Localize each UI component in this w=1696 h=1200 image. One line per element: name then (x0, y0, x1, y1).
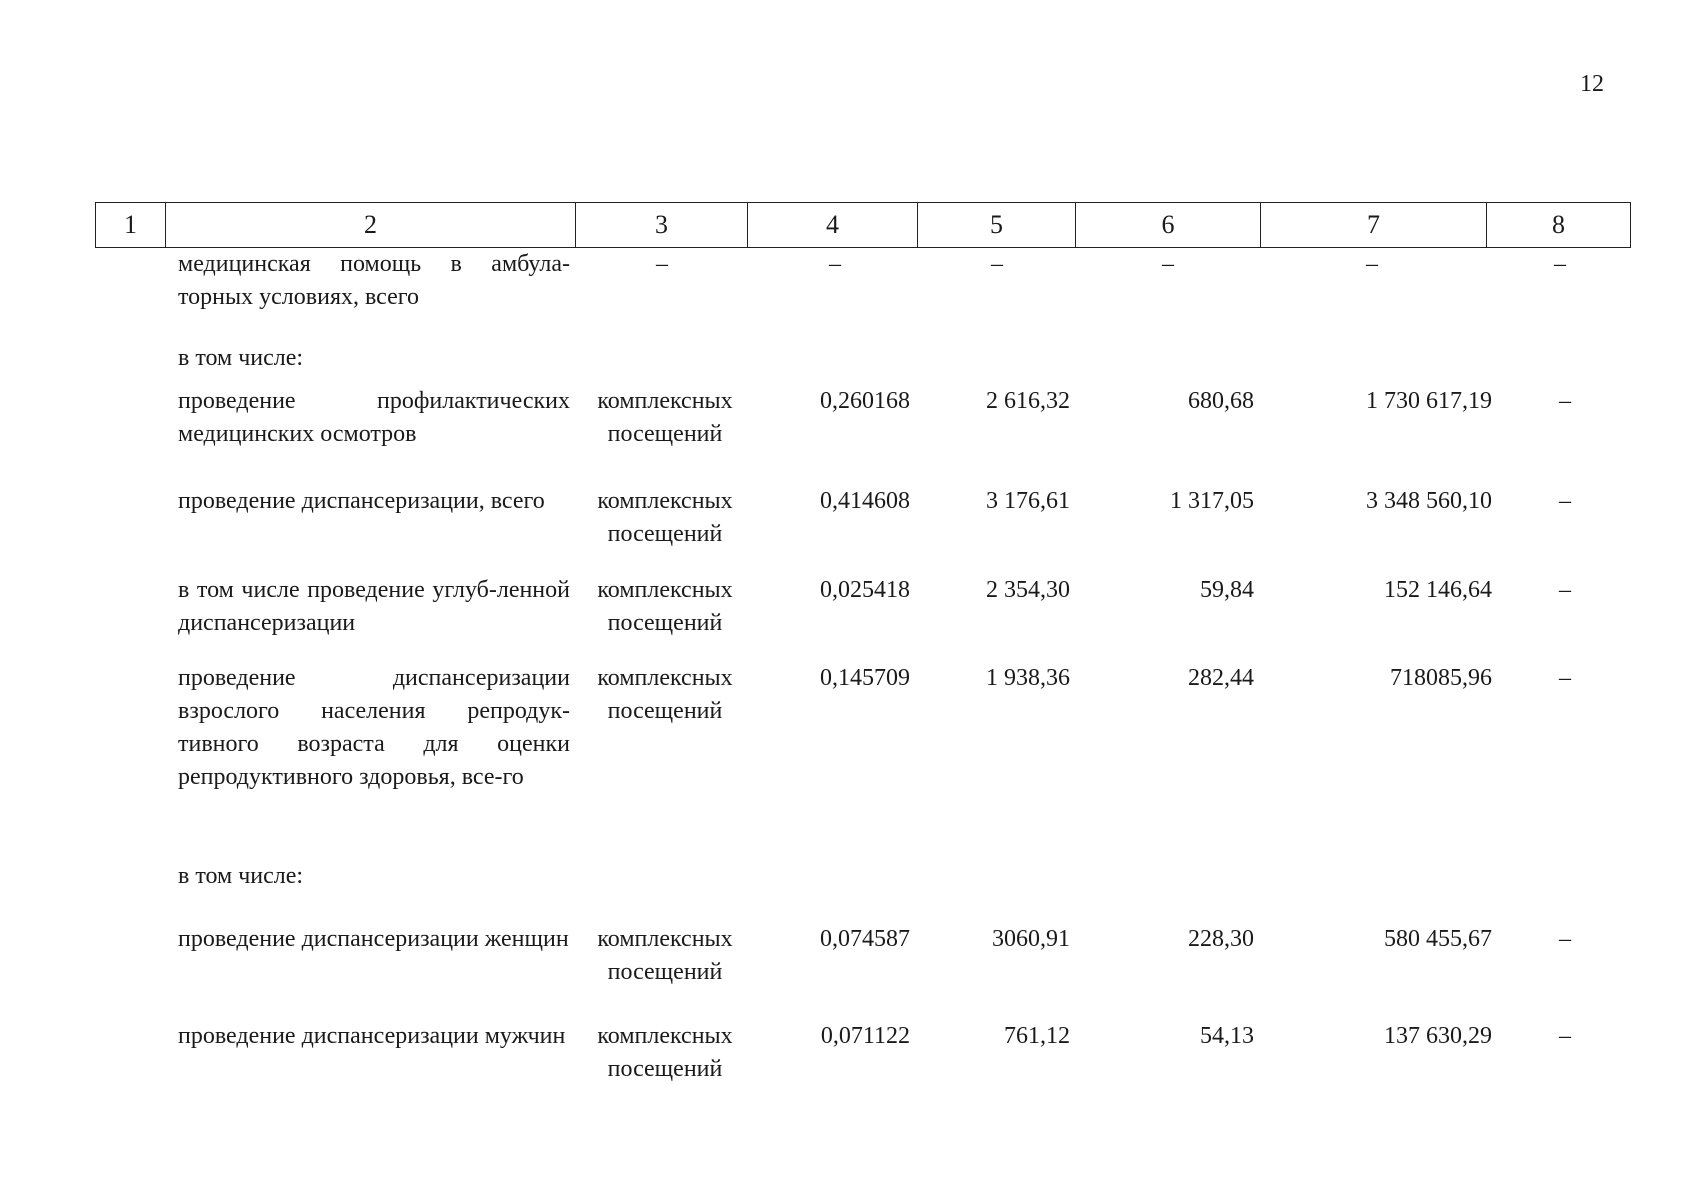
cell-dash: – (1554, 251, 1566, 277)
row-description: в том числе проведение углуб-ленной диспансеризации (178, 577, 570, 636)
cell-col4: 0,260168 (820, 388, 910, 414)
column-number-6: 6 (1076, 203, 1261, 248)
cell-col6: 680,68 (1188, 388, 1254, 414)
row-unit: комплексных посещений (597, 577, 733, 636)
column-number-8: 8 (1487, 203, 1631, 248)
column-number-4: 4 (748, 203, 918, 248)
row-description: проведение диспансеризации женщин (178, 926, 569, 952)
column-number-7: 7 (1261, 203, 1487, 248)
row-description: проведение диспансеризации, всего (178, 488, 545, 514)
cell-col6: 54,13 (1200, 1023, 1254, 1049)
cell-col6: 1 317,05 (1170, 488, 1254, 514)
cell-col5: 1 938,36 (986, 665, 1070, 691)
cell-col8: – (1559, 926, 1571, 952)
row-description: проведение диспансеризации мужчин (178, 1023, 566, 1049)
row-unit: комплексных посещений (597, 665, 733, 724)
row-unit: комплексных посещений (597, 926, 733, 985)
row-unit: комплексных посещений (597, 388, 733, 447)
cell-col8: – (1559, 1023, 1571, 1049)
table-header-row (95, 202, 1631, 248)
row-description: медицинская помощь в амбула-торных условиях, всего (178, 251, 570, 310)
cell-col5: 3 176,61 (986, 488, 1070, 514)
cell-col7: 152 146,64 (1384, 577, 1492, 603)
cell-col4: 0,414608 (820, 488, 910, 514)
row-unit: комплексных посещений (597, 488, 733, 547)
cell-dash: – (1162, 251, 1174, 277)
subheading-including: в том числе: (178, 863, 304, 889)
cell-col7: 3 348 560,10 (1366, 488, 1492, 514)
column-number-3: 3 (576, 203, 748, 248)
row-description: проведение профилактических медицинских осмотров (178, 388, 570, 447)
subheading-including: в том числе: (178, 345, 304, 371)
cell-dash: – (829, 251, 841, 277)
cell-col4: 0,145709 (820, 665, 910, 691)
cell-dash: – (656, 251, 668, 277)
column-number-2: 2 (166, 203, 576, 248)
cell-col8: – (1559, 488, 1571, 514)
cell-col7: 137 630,29 (1384, 1023, 1492, 1049)
column-number-5: 5 (918, 203, 1076, 248)
row-unit: комплексных посещений (597, 1023, 733, 1082)
cell-col5: 2 616,32 (986, 388, 1070, 414)
cell-col4: 0,025418 (820, 577, 910, 603)
cell-col6: 282,44 (1188, 665, 1254, 691)
cell-col6: 228,30 (1188, 926, 1254, 952)
cell-col7: 580 455,67 (1384, 926, 1492, 952)
cell-dash: – (1366, 251, 1378, 277)
cell-dash: – (991, 251, 1003, 277)
cell-col4: 0,071122 (820, 1023, 910, 1049)
cell-col8: – (1559, 577, 1571, 603)
cell-col5: 3060,91 (992, 926, 1070, 952)
column-number-1: 1 (96, 203, 166, 248)
cell-col5: 761,12 (1004, 1023, 1070, 1049)
cell-col4: 0,074587 (820, 926, 910, 952)
row-description: проведение диспансеризации взрослого населения репродук-тивного возраста для оценки репродуктивного здоровья, все-го (178, 665, 570, 790)
page-number: 12 (1580, 71, 1604, 97)
cell-col7: 718085,96 (1390, 665, 1492, 691)
cell-col5: 2 354,30 (986, 577, 1070, 603)
cell-col7: 1 730 617,19 (1366, 388, 1492, 414)
cell-col6: 59,84 (1200, 577, 1254, 603)
cell-col8: – (1559, 388, 1571, 414)
cell-col8: – (1559, 665, 1571, 691)
